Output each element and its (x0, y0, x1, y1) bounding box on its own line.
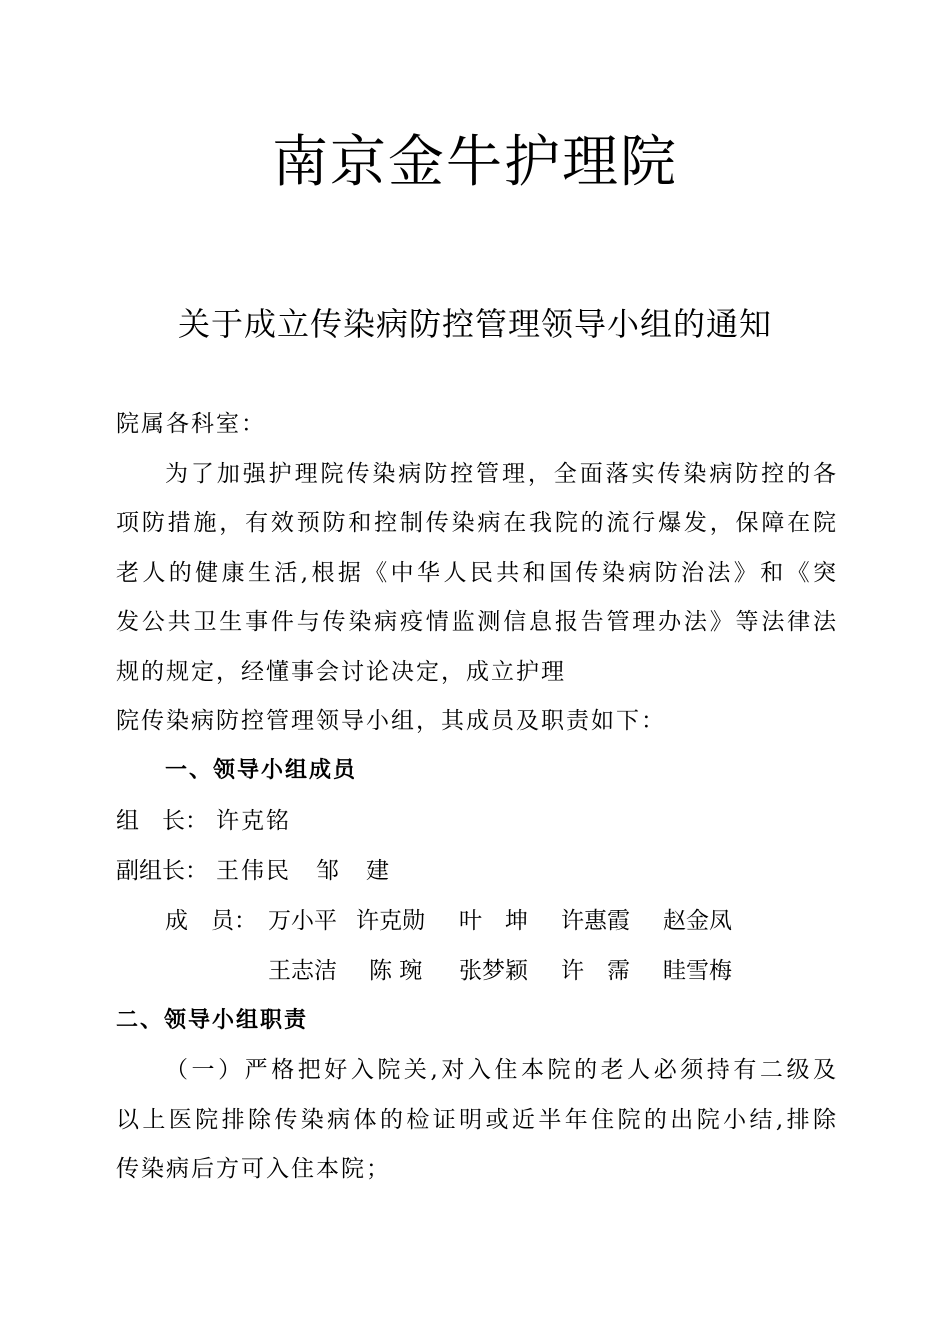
duty-line: （一）严格把好入院关,对入住本院的老人必须持有二级及 (165, 1057, 836, 1083)
member-name: 眭雪梅 (663, 958, 732, 984)
leader-name: 许克铭 (216, 808, 291, 834)
member-name: 陈 琬 (369, 958, 423, 984)
leader-label: 组 长： (116, 808, 208, 834)
deputy-name: 王伟民 (216, 858, 291, 884)
member-name: 许 霈 (561, 958, 630, 984)
members-label: 成 员： (165, 908, 257, 934)
section2-heading: 二、领导小组职责 (116, 1008, 309, 1033)
intro-line: 规的规定，经懂事会讨论决定，成立护理 (116, 659, 566, 685)
notice-title: 关于成立传染病防控管理领导小组的通知 (177, 305, 772, 343)
member-name: 许惠霞 (561, 908, 630, 934)
member-name: 赵金凤 (663, 908, 732, 934)
duty-line: 以上医院排除传染病体的检证明或近半年住院的出院小结,排除 (116, 1107, 836, 1133)
duty-line: 传染病后方可入住本院； (116, 1156, 391, 1182)
deputy-name: 邹 建 (316, 858, 391, 884)
intro-line: 发公共卫生事件与传染病疫情监测信息报告管理办法》等法律法 (116, 609, 836, 635)
member-name: 王志洁 (268, 958, 337, 984)
member-name: 许克勋 (356, 908, 425, 934)
deputy-label: 副组长： (116, 858, 208, 884)
member-name: 张梦颖 (459, 958, 528, 984)
intro-line: 院传染病防控管理领导小组，其成员及职责如下： (116, 708, 666, 734)
member-name: 叶 坤 (459, 908, 528, 934)
intro-line: 老人的健康生活,根据《中华人民共和国传染病防治法》和《突 (116, 560, 836, 586)
organization-title: 南京金牛护理院 (272, 130, 678, 195)
intro-line: 项防措施，有效预防和控制传染病在我院的流行爆发，保障在院 (116, 510, 836, 536)
salutation: 院属各科室： (116, 411, 266, 437)
intro-line: 为了加强护理院传染病防控管理，全面落实传染病防控的各 (165, 461, 836, 487)
section1-heading: 一、领导小组成员 (165, 758, 358, 783)
member-name: 万小平 (268, 908, 337, 934)
